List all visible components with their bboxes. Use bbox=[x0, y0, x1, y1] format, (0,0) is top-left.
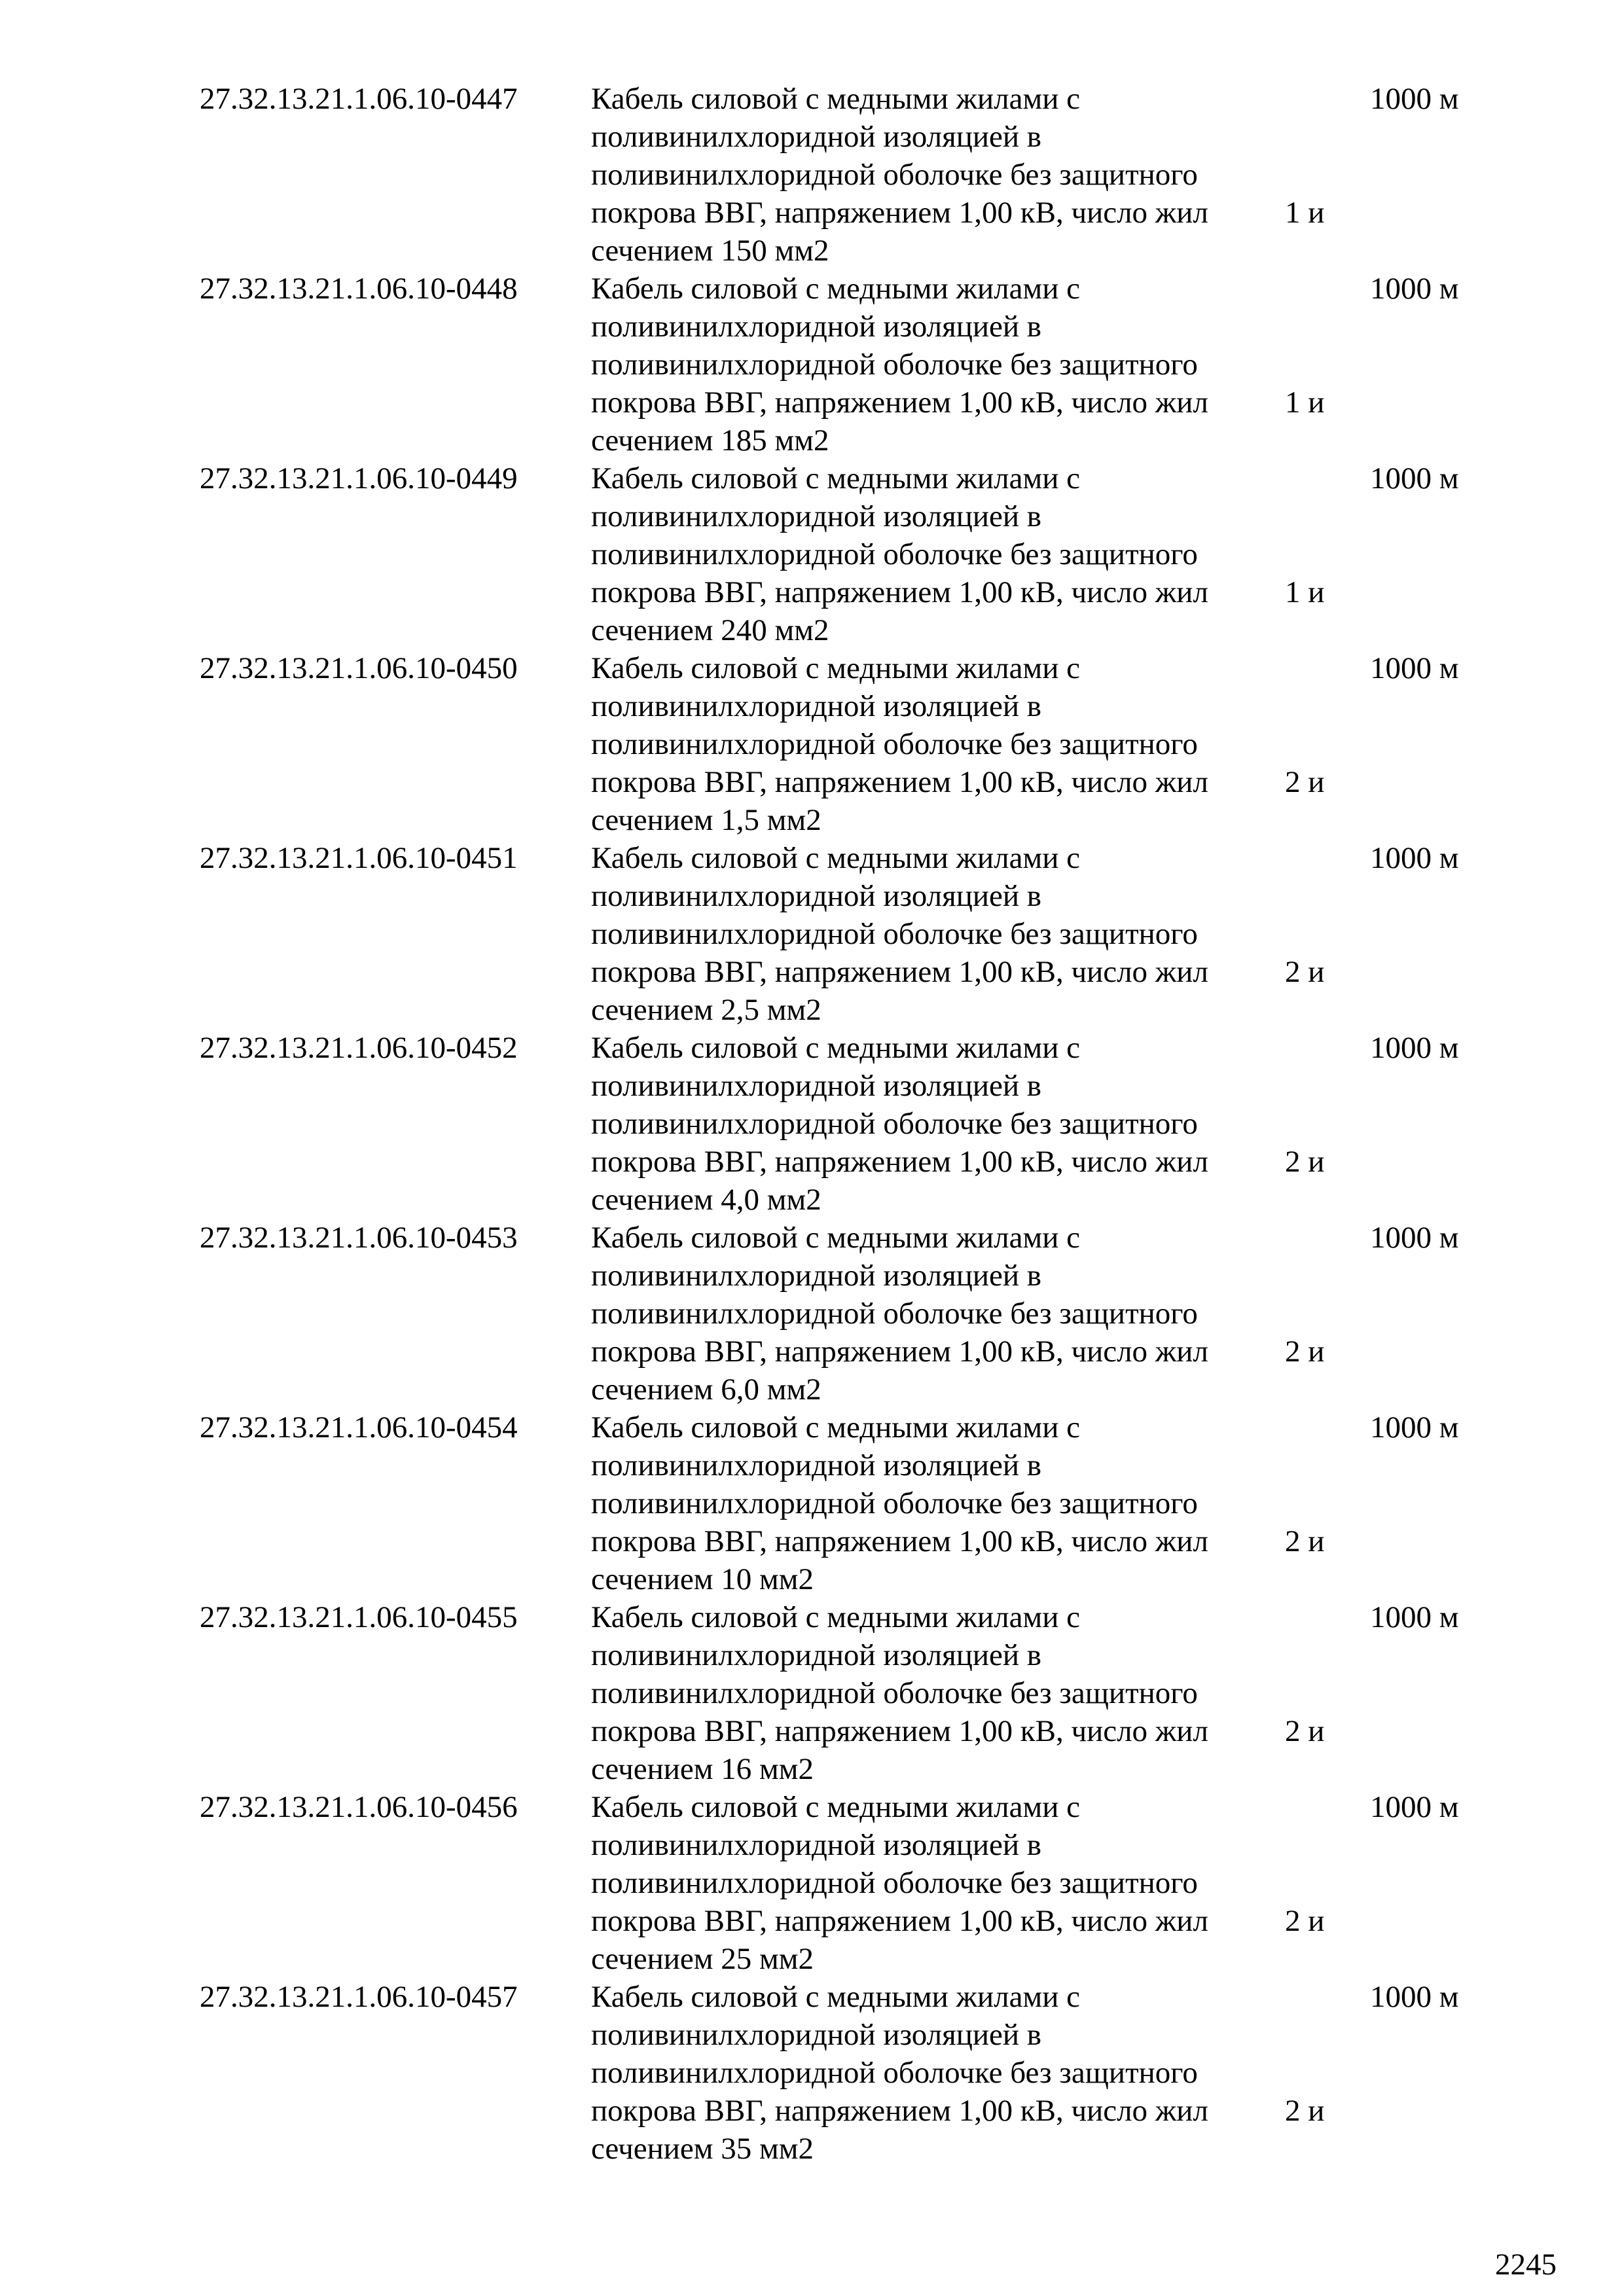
list-item bbox=[0, 1978, 1624, 2168]
description-line: Кабель силовой с медными жилами с bbox=[591, 1980, 1080, 2014]
resource-code: 27.32.13.21.1.06.10-0454 bbox=[200, 1410, 518, 1444]
unit-of-measure: 1000 м bbox=[1370, 272, 1459, 306]
description-line: поливинилхлоридной оболочке без защитного bbox=[591, 1297, 1198, 1331]
list-item bbox=[0, 1408, 1624, 1598]
description-line: поливинилхлоридной оболочке без защитного bbox=[591, 727, 1198, 761]
unit-of-measure: 1000 м bbox=[1370, 1980, 1459, 2014]
description-line: сечением 25 мм2 bbox=[591, 1942, 814, 1976]
description-line: поливинилхлоридной изоляцией в bbox=[591, 120, 1041, 154]
description-line: поливинилхлоридной изоляцией в bbox=[591, 499, 1041, 533]
core-count: 2 и bbox=[1285, 765, 1325, 799]
resource-code: 27.32.13.21.1.06.10-0452 bbox=[200, 1031, 518, 1065]
unit-of-measure: 1000 м bbox=[1370, 1221, 1459, 1255]
description-line: Кабель силовой с медными жилами с bbox=[591, 1790, 1080, 1824]
description-line: поливинилхлоридной оболочке без защитного bbox=[591, 1866, 1198, 1900]
resource-code: 27.32.13.21.1.06.10-0450 bbox=[200, 651, 518, 685]
page-number: 2245 bbox=[1495, 2248, 1557, 2282]
list-item bbox=[0, 80, 1624, 270]
description-line: покрова ВВГ, напряжением 1,00 кВ, число жил bbox=[591, 765, 1208, 799]
unit-of-measure: 1000 м bbox=[1370, 1031, 1459, 1065]
description-line: покрова ВВГ, напряжением 1,00 кВ, число жил bbox=[591, 1335, 1208, 1369]
core-count: 2 и bbox=[1285, 2094, 1325, 2128]
description-line: сечением 150 мм2 bbox=[591, 234, 829, 268]
unit-of-measure: 1000 м bbox=[1370, 1600, 1459, 1634]
description-line: Кабель силовой с медными жилами с bbox=[591, 1221, 1080, 1255]
list-item bbox=[0, 1788, 1624, 1978]
description-line: Кабель силовой с медными жилами с bbox=[591, 82, 1080, 116]
description-line: сечением 240 мм2 bbox=[591, 613, 829, 647]
unit-of-measure: 1000 м bbox=[1370, 461, 1459, 495]
list-item bbox=[0, 1598, 1624, 1788]
core-count: 1 и bbox=[1285, 386, 1325, 420]
description-line: покрова ВВГ, напряжением 1,00 кВ, число жил bbox=[591, 1145, 1208, 1179]
description-line: сечением 2,5 мм2 bbox=[591, 993, 821, 1027]
description-line: поливинилхлоридной оболочке без защитного bbox=[591, 917, 1198, 951]
description-line: сечением 10 мм2 bbox=[591, 1562, 814, 1596]
description-line: поливинилхлоридной оболочке без защитного bbox=[591, 348, 1198, 382]
list-item bbox=[0, 839, 1624, 1029]
description-line: Кабель силовой с медными жилами с bbox=[591, 651, 1080, 685]
description-line: поливинилхлоридной изоляцией в bbox=[591, 1638, 1041, 1672]
description-line: покрова ВВГ, напряжением 1,00 кВ, число жил bbox=[591, 2094, 1208, 2128]
description-line: покрова ВВГ, напряжением 1,00 кВ, число жил bbox=[591, 955, 1208, 989]
description-line: покрова ВВГ, напряжением 1,00 кВ, число жил bbox=[591, 575, 1208, 609]
description-line: поливинилхлоридной оболочке без защитного bbox=[591, 158, 1198, 192]
description-line: поливинилхлоридной изоляцией в bbox=[591, 2018, 1041, 2052]
description-line: сечением 185 мм2 bbox=[591, 423, 829, 457]
description-line: Кабель силовой с медными жилами с bbox=[591, 461, 1080, 495]
core-count: 2 и bbox=[1285, 1335, 1325, 1369]
description-line: покрова ВВГ, напряжением 1,00 кВ, число жил bbox=[591, 1714, 1208, 1748]
description-line: поливинилхлоридной оболочке без защитного bbox=[591, 1107, 1198, 1141]
description-line: покрова ВВГ, напряжением 1,00 кВ, число жил bbox=[591, 386, 1208, 420]
list-item bbox=[0, 270, 1624, 459]
resource-code: 27.32.13.21.1.06.10-0448 bbox=[200, 272, 518, 306]
description-line: поливинилхлоридной изоляцией в bbox=[591, 879, 1041, 913]
core-count: 2 и bbox=[1285, 955, 1325, 989]
description-line: Кабель силовой с медными жилами с bbox=[591, 1600, 1080, 1634]
list-item bbox=[0, 459, 1624, 649]
resource-code: 27.32.13.21.1.06.10-0449 bbox=[200, 461, 518, 495]
unit-of-measure: 1000 м bbox=[1370, 1410, 1459, 1444]
list-item bbox=[0, 1219, 1624, 1408]
description-line: Кабель силовой с медными жилами с bbox=[591, 1031, 1080, 1065]
core-count: 2 и bbox=[1285, 1145, 1325, 1179]
resource-code: 27.32.13.21.1.06.10-0456 bbox=[200, 1790, 518, 1824]
core-count: 1 и bbox=[1285, 196, 1325, 230]
description-line: Кабель силовой с медными жилами с bbox=[591, 272, 1080, 306]
description-line: поливинилхлоридной оболочке без защитного bbox=[591, 2056, 1198, 2090]
unit-of-measure: 1000 м bbox=[1370, 651, 1459, 685]
description-line: поливинилхлоридной оболочке без защитного bbox=[591, 1676, 1198, 1710]
resource-code: 27.32.13.21.1.06.10-0455 bbox=[200, 1600, 518, 1634]
description-line: поливинилхлоридной изоляцией в bbox=[591, 310, 1041, 344]
description-line: Кабель силовой с медными жилами с bbox=[591, 841, 1080, 875]
core-count: 2 и bbox=[1285, 1904, 1325, 1938]
description-line: покрова ВВГ, напряжением 1,00 кВ, число жил bbox=[591, 1524, 1208, 1558]
unit-of-measure: 1000 м bbox=[1370, 841, 1459, 875]
description-line: сечением 4,0 мм2 bbox=[591, 1183, 821, 1217]
resource-code: 27.32.13.21.1.06.10-0451 bbox=[200, 841, 518, 875]
description-line: поливинилхлоридной изоляцией в bbox=[591, 689, 1041, 723]
list-item bbox=[0, 1029, 1624, 1219]
description-line: сечением 16 мм2 bbox=[591, 1752, 814, 1786]
description-line: поливинилхлоридной оболочке без защитного bbox=[591, 1486, 1198, 1520]
unit-of-measure: 1000 м bbox=[1370, 82, 1459, 116]
description-line: покрова ВВГ, напряжением 1,00 кВ, число жил bbox=[591, 196, 1208, 230]
description-line: поливинилхлоридной изоляцией в bbox=[591, 1069, 1041, 1103]
description-line: сечением 1,5 мм2 bbox=[591, 803, 821, 837]
description-line: поливинилхлоридной изоляцией в bbox=[591, 1259, 1041, 1293]
description-line: Кабель силовой с медными жилами с bbox=[591, 1410, 1080, 1444]
unit-of-measure: 1000 м bbox=[1370, 1790, 1459, 1824]
resource-code: 27.32.13.21.1.06.10-0447 bbox=[200, 82, 518, 116]
resource-code: 27.32.13.21.1.06.10-0457 bbox=[200, 1980, 518, 2014]
description-line: сечением 6,0 мм2 bbox=[591, 1372, 821, 1407]
description-line: поливинилхлоридной изоляцией в bbox=[591, 1448, 1041, 1482]
description-line: сечением 35 мм2 bbox=[591, 2132, 814, 2166]
description-line: поливинилхлоридной оболочке без защитного bbox=[591, 537, 1198, 571]
description-line: поливинилхлоридной изоляцией в bbox=[591, 1828, 1041, 1862]
core-count: 2 и bbox=[1285, 1714, 1325, 1748]
description-line: покрова ВВГ, напряжением 1,00 кВ, число жил bbox=[591, 1904, 1208, 1938]
list-item bbox=[0, 649, 1624, 839]
core-count: 1 и bbox=[1285, 575, 1325, 609]
resource-code: 27.32.13.21.1.06.10-0453 bbox=[200, 1221, 518, 1255]
core-count: 2 и bbox=[1285, 1524, 1325, 1558]
